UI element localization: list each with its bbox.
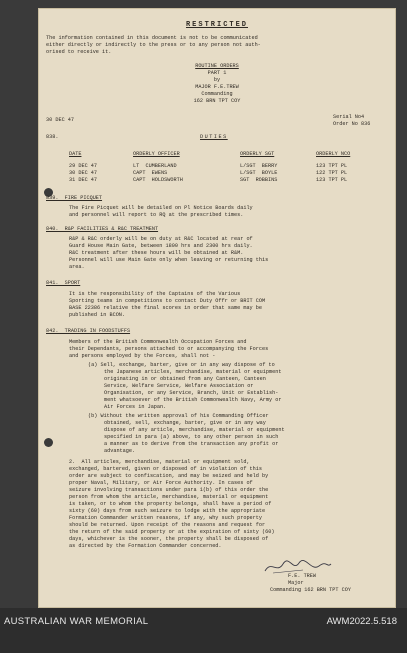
para-842-line: proper Naval, Military, or Air Force Authority. In cases of: [69, 480, 253, 486]
signatory-name: F.E. TREW: [288, 573, 317, 579]
duty-cell: 122 TPT PL: [316, 170, 348, 176]
order-number: Order No 836: [333, 121, 371, 127]
header-line: MAJOR F.E.TREW: [195, 84, 239, 90]
para-842-line: advantage.: [104, 448, 136, 454]
header-line: 162 BRN TPT COY: [193, 98, 241, 104]
para-842-line: obtained, sell, exchange, barter, give or in any way: [104, 420, 266, 426]
duty-cell: 31 DEC 47: [69, 177, 98, 183]
col-header-officer: ORDERLY OFFICER: [133, 151, 180, 157]
para-842-line: Service, Welfare Service, Welfare Association or: [104, 383, 254, 389]
para-842-line: is taken, or to whom the property belongs, shall have a period of: [69, 501, 272, 507]
para-839-line: The Fire Picquet will be detailed on Pl Notice Boards daily: [69, 205, 253, 211]
para-842-line: (b) Without the written approval of his Commanding Officer: [88, 413, 269, 419]
para-840-title: 840. R&P FACILITIES & R&C TREATMENT: [46, 226, 159, 232]
intro-line: The information contained in this document is not to be communicated: [46, 35, 258, 41]
col-header-date: DATE: [69, 151, 82, 157]
para-840-line: R&P & R&C orderly will be on duty at R&C located at rear of: [69, 236, 253, 242]
para-842-line: specified in para (a) above, to any other person in such: [104, 434, 279, 440]
para-842-line: ment whatsoever of the British Commonwealth Navy, Army or: [104, 397, 282, 403]
source-label: AUSTRALIAN WAR MEMORIAL: [4, 616, 149, 627]
para-842-line: Members of the British Commonwealth Occupation Forces and: [69, 339, 247, 345]
punch-hole: [44, 438, 53, 447]
para-842-line: sixty (60) days from such seizure to lodge with the appropriate: [69, 508, 266, 514]
duty-cell: 123 TPT PL: [316, 163, 348, 169]
para-842-line: person from whom the article, merchandise, material or equipment: [69, 494, 269, 500]
para-842-line: the Japanese articles, merchandise, material or equipment: [104, 369, 282, 375]
para-842-line: seizure involving transactions under para 1(b) of this order the: [69, 487, 269, 493]
signatory-appointment: Commanding 162 BRN TPT COY: [270, 587, 351, 593]
para-842-line: a manner as to derive from the transaction any profit or: [104, 441, 279, 447]
para-842-line: order are subject to confiscation, and may be seized and held by: [69, 473, 269, 479]
serial-number: Serial No4: [333, 114, 365, 120]
duty-cell: LT CUMBERLAND: [133, 163, 177, 169]
para-842-line: their Dependants, persons attached to or accompanying the Forces: [69, 346, 269, 352]
para-841-line: BASE 22386 relative the final scores in order that same may be: [69, 305, 263, 311]
duty-cell: L/SGT BERRY: [240, 163, 278, 169]
para-842-line: Organisation, or any Service, Branch, Unit or Establish-: [104, 390, 279, 396]
para-842-line: the return of the said property or at the expiration of sixty (60): [69, 529, 275, 535]
para-840-line: R&C treatment after these hours will be obtained at R&M.: [69, 250, 244, 256]
para-841-line: published in BCON.: [69, 312, 126, 318]
para-842-title: 842. TRADING IN FOODSTUFFS: [46, 328, 131, 334]
intro-line: orised to receive it.: [46, 49, 112, 55]
para-840-line: area.: [69, 264, 85, 270]
signatory-rank: Major: [288, 580, 304, 586]
duty-cell: 123 TPT PL: [316, 177, 348, 183]
intro-line: either directly or indirectly to the press or to any person not auth-: [46, 42, 261, 48]
header-line: Commanding: [201, 91, 233, 97]
col-header-nco: ORDERLY NCO: [316, 151, 351, 157]
para-839-line: and personnel will report to RQ at the prescribed times.: [69, 212, 244, 218]
para-842-line: days, whichever is the sooner, the property shall be disposed of: [69, 536, 269, 542]
para-842-line: and persons employed by the Forces, shall not -: [69, 353, 216, 359]
para-841-line: Sporting teams in competitions to contact Duty Offr or BRIT COM: [69, 298, 266, 304]
para-840-line: Guard House Main Gate, between 1800 hrs and 2300 hrs daily.: [69, 243, 253, 249]
duty-cell: CAPT HOLDSWORTH: [133, 177, 183, 183]
para-840-line: Personnel will use Main Gate only when leaving or returning this: [69, 257, 269, 263]
para-839-title: 839. FIRE PICQUET: [46, 195, 103, 201]
para-841-line: It is the responsibility of the Captains of the Various: [69, 291, 241, 297]
para-842-line: dispose of any article, merchandise, material or equipment: [104, 427, 285, 433]
duties-title: DUTIES: [200, 134, 228, 140]
caption-bar: [0, 608, 407, 653]
para-842-line: Formation Commander written reasons, if any, why such property: [69, 515, 263, 521]
col-header-sgt: ORDERLY SGT: [240, 151, 275, 157]
header-line: by: [213, 77, 221, 83]
para-842-line: originating in or obtained from any Canteen, Canteen: [104, 376, 266, 382]
order-date: 30 DEC 47: [46, 117, 75, 123]
header-line: ROUTINE ORDERS: [195, 63, 239, 69]
item-number: 838.: [46, 134, 59, 140]
para-842-line: Air Forces in Japan.: [104, 404, 167, 410]
duty-cell: L/SGT BOYLE: [240, 170, 278, 176]
duty-cell: SGT ROBBINS: [240, 177, 278, 183]
para-842-line: should be returned. Upon receipt of the reasons and request for: [69, 522, 266, 528]
para-841-title: 841. SPORT: [46, 280, 81, 286]
document-page: [38, 8, 396, 608]
para-842-line: exchanged, bartered, given or disposed of in violation of this: [69, 466, 263, 472]
duty-cell: 29 DEC 47: [69, 163, 98, 169]
restricted-heading: RESTRICTED: [185, 21, 248, 29]
para-842-line: (a) Sell, exchange, barter, give or in any way dispose of to: [88, 362, 275, 368]
header-line: PART 1: [207, 70, 227, 76]
duty-cell: CAPT EWENS: [133, 170, 168, 176]
duty-cell: 30 DEC 47: [69, 170, 98, 176]
para-842-line: as directed by the Formation Commander concerned.: [69, 543, 222, 549]
para-842-line: 2. All articles, merchandise, material or equipment sold,: [69, 459, 250, 465]
accession-number: AWM2022.5.518: [326, 616, 397, 627]
